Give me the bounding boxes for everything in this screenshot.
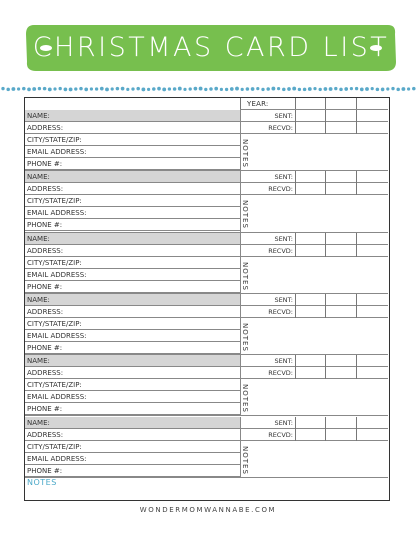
contact-entry [25,171,388,233]
name-field[interactable] [25,355,240,367]
sent-label: SENT: [274,234,293,243]
name-field[interactable] [25,110,240,122]
sent-label: SENT: [274,295,293,304]
year-column-line [295,355,296,379]
sent-label: SENT: [274,357,293,366]
year-column-line [295,233,296,257]
phone-field-label: PHONE #: [27,160,63,168]
city-state-zip-field-label: CITY/STATE/ZIP: [27,319,82,328]
name-field-label: NAME: [27,173,50,182]
address-field[interactable] [25,429,240,441]
recvd-label: RECVD: [268,246,293,255]
year-column-line [325,355,326,379]
contact-entry [25,233,388,295]
sent-row[interactable] [240,417,388,429]
address-field[interactable] [25,306,240,318]
footer-website: WONDERMOMWANNABE.COM [139,506,277,514]
sent-row[interactable] [240,233,388,245]
phone-field[interactable] [25,403,240,415]
phone-field[interactable] [25,281,240,293]
email-address-field[interactable] [25,207,240,219]
name-field-label: NAME: [27,112,50,120]
notes-label: NOTES [241,139,249,168]
city-state-zip-field[interactable] [25,379,240,391]
recvd-row[interactable] [240,183,388,195]
year-column-line [356,233,357,257]
sent-row[interactable] [240,110,388,122]
entry-bottom-line [25,477,388,478]
year-label: YEAR: [247,100,269,108]
city-state-zip-field[interactable] [25,318,240,330]
year-column-line [295,417,296,441]
year-column-line [325,171,326,195]
address-field-label: ADDRESS: [27,124,64,132]
email-address-field-label: EMAIL ADDRESS: [27,393,87,402]
email-address-field[interactable] [25,453,240,465]
email-address-field-label: EMAIL ADDRESS: [27,454,87,463]
city-state-zip-field[interactable] [25,441,240,453]
recvd-row[interactable] [240,122,388,134]
sent-label: SENT: [274,418,293,427]
sent-row[interactable] [240,171,388,183]
name-field-label: NAME: [27,234,50,243]
email-address-field-label: EMAIL ADDRESS: [27,209,87,218]
year-column-line [325,233,326,257]
phone-field-label: PHONE #: [27,343,63,352]
city-state-zip-field-label: CITY/STATE/ZIP: [27,381,82,390]
phone-field[interactable] [25,158,240,170]
notes-label: NOTES [241,200,249,230]
address-field-label: ADDRESS: [27,369,64,378]
sent-label: SENT: [274,173,293,182]
email-address-field-label: EMAIL ADDRESS: [27,148,87,156]
sent-label: SENT: [274,112,293,120]
page-title: CHRISTMAS CARD LIST [32,32,390,63]
notes-label: NOTES [241,261,249,291]
address-field[interactable] [25,245,240,257]
year-column-line [295,294,296,318]
phone-field-label: PHONE #: [27,405,63,414]
contact-entry [25,355,388,417]
year-column-line [356,110,357,134]
city-state-zip-field[interactable] [25,257,240,269]
email-address-field-label: EMAIL ADDRESS: [27,270,87,279]
year-column-line [295,171,296,195]
phone-field[interactable] [25,342,240,354]
email-address-field[interactable] [25,269,240,281]
year-column-line [325,417,326,441]
recvd-label: RECVD: [268,369,293,378]
email-address-field[interactable] [25,146,240,158]
city-state-zip-field[interactable] [25,195,240,207]
name-field-label: NAME: [27,295,50,304]
name-field[interactable] [25,171,240,183]
address-field[interactable] [25,367,240,379]
card-list-sheet [24,97,390,501]
notes-label: NOTES [241,384,249,414]
contact-entry [25,294,388,356]
year-row [25,98,388,110]
recvd-row[interactable] [240,245,388,257]
city-state-zip-field-label: CITY/STATE/ZIP: [27,197,82,206]
notes-label: NOTES [241,322,249,352]
phone-field-label: PHONE #: [27,466,63,475]
year-column-line [325,294,326,318]
name-field[interactable] [25,417,240,429]
name-field-label: NAME: [27,357,50,366]
contact-entry [25,110,388,172]
recvd-label: RECVD: [268,307,293,316]
recvd-row[interactable] [240,367,388,379]
recvd-label: RECVD: [268,124,293,132]
recvd-row[interactable] [240,306,388,318]
year-column-line [356,355,357,379]
address-field-label: ADDRESS: [27,185,64,194]
year-column-line [325,110,326,134]
address-field[interactable] [25,183,240,195]
notes-label: NOTES [241,445,249,475]
email-address-field[interactable] [25,330,240,342]
year-column-line [356,171,357,195]
address-field[interactable] [25,122,240,134]
email-address-field-label: EMAIL ADDRESS: [27,331,87,340]
bottom-notes-label: NOTES [27,478,57,487]
phone-field[interactable] [25,219,240,231]
recvd-row[interactable] [240,429,388,441]
name-field[interactable] [25,233,240,245]
address-field-label: ADDRESS: [27,246,64,255]
name-field-label: NAME: [27,418,50,427]
recvd-label: RECVD: [268,430,293,439]
phone-field[interactable] [25,465,240,477]
contact-entry [25,417,388,479]
title-banner [24,22,398,74]
year-column-line [356,294,357,318]
sent-row[interactable] [240,355,388,367]
dotted-divider [0,86,416,92]
sent-row[interactable] [240,294,388,306]
recvd-label: RECVD: [268,185,293,194]
year-column-line [295,110,296,134]
name-field[interactable] [25,294,240,306]
email-address-field[interactable] [25,391,240,403]
city-state-zip-field-label: CITY/STATE/ZIP: [27,136,82,144]
year-column-line [356,417,357,441]
city-state-zip-field[interactable] [25,134,240,146]
phone-field-label: PHONE #: [27,221,63,230]
address-field-label: ADDRESS: [27,307,64,316]
phone-field-label: PHONE #: [27,282,63,291]
address-field-label: ADDRESS: [27,430,64,439]
city-state-zip-field-label: CITY/STATE/ZIP: [27,442,82,451]
city-state-zip-field-label: CITY/STATE/ZIP: [27,258,82,267]
